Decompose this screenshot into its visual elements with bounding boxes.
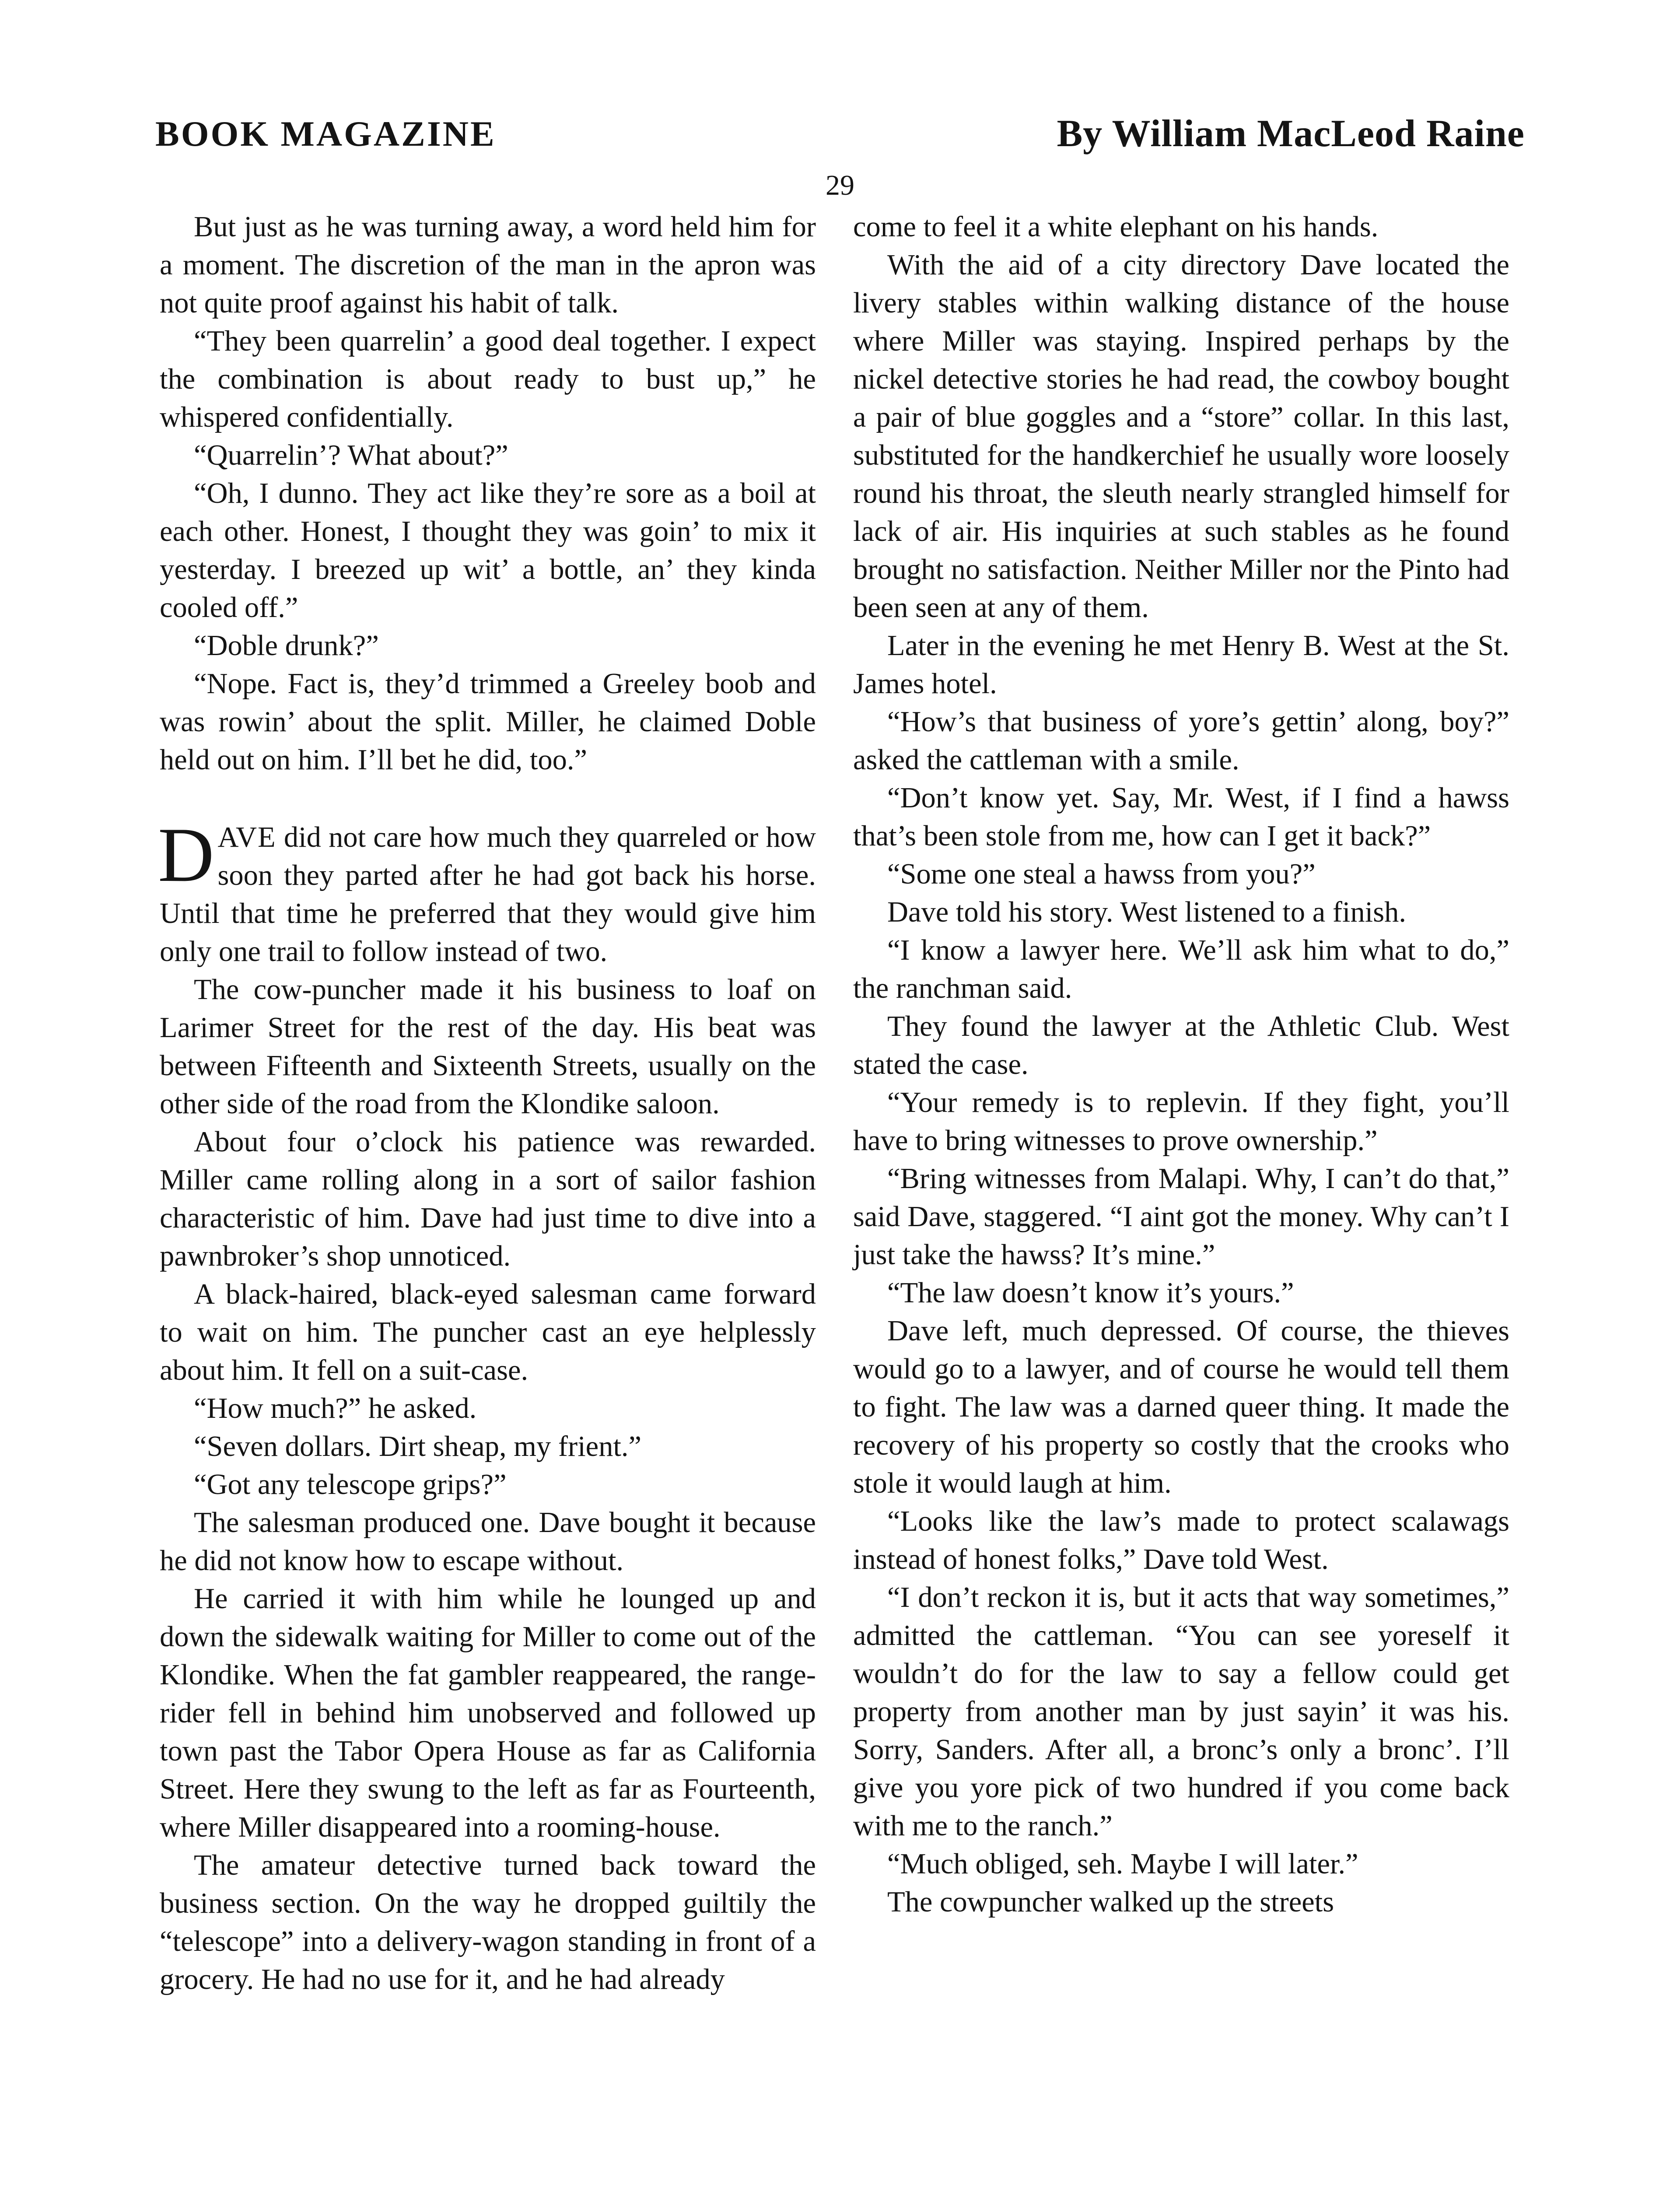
paragraph-continued: come to feel it a white elephant on his hands. <box>853 211 1379 243</box>
paragraph: Later in the evening he met Henry B. West at the St. James hotel. <box>853 630 1509 700</box>
section-opening-word: AVE <box>217 821 276 853</box>
paragraph: A black-haired, black-eyed salesman came forward to wait on him. The puncher cast an eye helplessly about him. It fell on a suit-case. <box>160 1278 816 1386</box>
paragraph: “Looks like the law’s made to protect scalawags instead of honest folks,” Dave told West. <box>853 1505 1509 1575</box>
paragraph: But just as he was turning away, a word held him for a moment. The discretion of the man in the apron was not quite proof against his habit of talk. <box>160 211 816 319</box>
paragraph: “Got any telescope grips?” <box>194 1469 507 1501</box>
paragraph: The salesman produced one. Dave bought it because he did not know how to escape without. <box>160 1507 816 1577</box>
paragraph: “Quarrelin’? What about?” <box>194 439 508 471</box>
paragraph: “How’s that business of yore’s gettin’ along, boy?” asked the cattleman with a smile. <box>853 706 1509 776</box>
paragraph: “Seven dollars. Dirt sheap, my frient.” <box>194 1431 642 1462</box>
paragraph: “Oh, I dunno. They act like they’re sore as a boil at each other. Honest, I thought they was goin’ to mix it yesterday. I breezed up wit’ a bottle, an’ they kinda cooled off.” <box>160 477 816 624</box>
paragraph: With the aid of a city directory Dave located the livery stables within walking distance of the house where Miller was staying. Inspired perhaps by the nickel detective stories he had read, the cowboy bought a pair of blue goggles and a “store” collar. In this last, substituted for the handkerchief he usually wore loosely round his throat, the sleuth nearly strangled himself for lack of air. His inquiries at such stables as he found brought no satisfaction. Neither Miller nor the Pinto had been seen at any of them. <box>853 249 1509 624</box>
paragraph: About four o’clock his patience was rewarded. Miller came rolling along in a sort of sailor fashion characteristic of him. Dave had just time to dive into a pawnbroker’s shop unnoticed. <box>160 1126 816 1272</box>
paragraph: “Doble drunk?” <box>194 630 379 662</box>
paragraph: The amateur detective turned back toward the business section. On the way he dropped guiltily the “telescope” into a delivery-wagon standing in front of a grocery. He had no use for it, and he had already <box>160 1849 816 1995</box>
section-opening-paragraph <box>158 811 816 971</box>
paragraph: Dave told his story. West listened to a finish. <box>887 896 1406 928</box>
paragraph: “I don’t reckon it is, but it acts that way sometimes,” admitted the cattleman. “You can see yoreself it wouldn’t do for the law to say a fellow could get property from another man by just sayin’ it was his. Sorry, Sanders. After all, a bronc’s only a bronc’. I’ll give you yore pick of two hundred if you come back with me to the ranch.” <box>853 1581 1509 1842</box>
paragraph: The cowpuncher walked up the streets <box>887 1886 1334 1918</box>
paragraph: The cow-puncher made it his business to loaf on Larimer Street for the rest of the day. His beat was between Fifteenth and Sixteenth Streets, usually on the other side of the road from the Klondike saloon. <box>160 974 816 1120</box>
paragraph: “I know a lawyer here. We’ll ask him what to do,” the ranchman said. <box>853 934 1509 1004</box>
paragraph: “How much?” he asked. <box>194 1392 477 1424</box>
paragraph: “Your remedy is to replevin. If they fight, you’ll have to bring witnesses to prove ownership.” <box>853 1087 1509 1157</box>
paragraph: He carried it with him while he lounged up and down the sidewalk waiting for Miller to come out of the Klondike. When the fat gambler reappeared, the range-rider fell in behind him unobserved and followed up town past the Tabor Opera House as far as California Street. Here they swung to the left as far as Fourteenth, where Miller disappeared into a rooming-house. <box>160 1583 816 1843</box>
paragraph: “They been quarrelin’ a good deal together. I expect the combination is about ready to bust up,” he whispered confidentially. <box>160 325 816 433</box>
running-head-author: By William MacLeod Raine <box>1057 112 1525 155</box>
paragraph: “Nope. Fact is, they’d trimmed a Greeley boob and was rowin’ about the split. Miller, he claimed Doble held out on him. I’ll bet he did, too.” <box>160 668 816 776</box>
text-column-left <box>160 208 816 1999</box>
paragraph: They found the lawyer at the Athletic Club. West stated the case. <box>853 1010 1509 1080</box>
page-number: 29 <box>826 169 854 201</box>
paragraph: “The law doesn’t know it’s yours.” <box>887 1277 1294 1309</box>
drop-cap: D <box>158 811 214 898</box>
paragraph: “Bring witnesses from Malapi. Why, I can’t do that,” said Dave, staggered. “I aint got the money. Why can’t I just take the hawss? It’s mine.” <box>853 1163 1509 1271</box>
paragraph: Dave left, much depressed. Of course, the thieves would go to a lawyer, and of course he would tell them to fight. The law was a darned queer thing. It made the recovery of his property so costly that the crooks who stole it would laugh at him. <box>853 1315 1509 1499</box>
paragraph: “Don’t know yet. Say, Mr. West, if I find a hawss that’s been stole from me, how can I get it back?” <box>853 782 1509 852</box>
text-column-right <box>853 208 1509 1921</box>
paragraph: “Some one steal a hawss from you?” <box>887 858 1316 890</box>
section-opening-text: did not care how much they quarreled or how soon they parted after he had got back his horse. Until that time he preferred that they would give him only one trail to follow instead of two. <box>160 821 816 968</box>
paragraph: “Much obliged, seh. Maybe I will later.” <box>887 1848 1358 1880</box>
running-head-magazine-title: BOOK MAGAZINE <box>155 114 496 154</box>
